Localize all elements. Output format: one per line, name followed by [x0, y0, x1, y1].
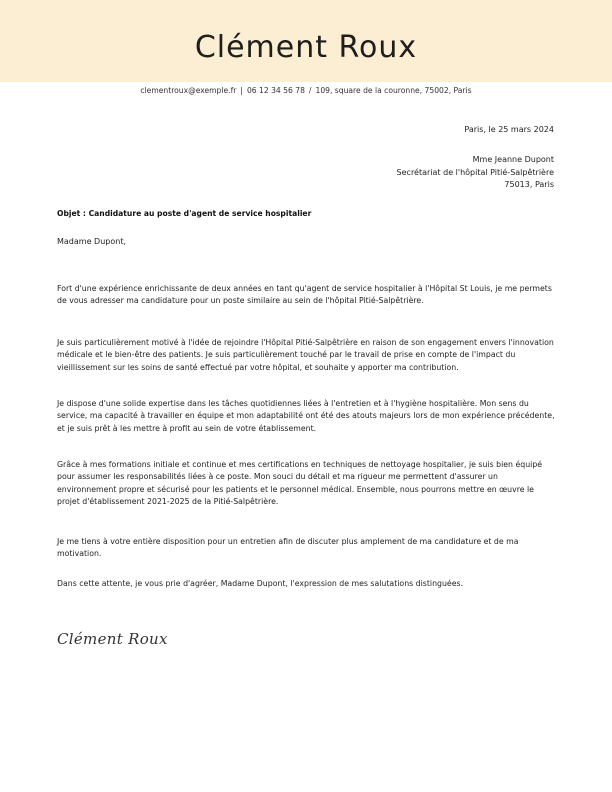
body-paragraph	[57, 459, 557, 508]
salutation: Madame Dupont,	[57, 237, 126, 246]
contact-separator: |	[240, 86, 243, 95]
contact-line	[0, 86, 612, 95]
letter-subject: Objet : Candidature au poste d'agent de service hospitalier	[57, 209, 312, 218]
paragraph-text: Je me tiens à votre entière disposition pour un entretien afin de discuter plus amplement de ma candidature et de ma motivation.	[57, 537, 519, 559]
header-banner	[0, 0, 612, 82]
sender-name: Clément Roux	[194, 30, 418, 65]
body-paragraph	[57, 578, 557, 590]
body-paragraph	[57, 536, 557, 561]
body-paragraph	[57, 398, 557, 435]
paragraph-text: Grâce à mes formations initiale et continue et mes certifications en techniques de nettoyage hospitalier, je suis bien équipé pour assumer les responsabilités liées à ce poste. Mon souci du détail et ma rigueur me permettent d'assurer un environnement propre et sécurisé pour les patients et le personnel médical. Ensemble, nous pourrons mettre en œuvre le projet d'établissement 2021-2025 de la Pitié-Salpêtrière.	[57, 460, 543, 506]
recipient-city: 75013, Paris	[504, 180, 554, 189]
phone-number: 06 12 34 56 78	[246, 86, 305, 95]
recipient-organization: Secrétariat de l'hôpital Pitié-Salpêtrière	[396, 167, 554, 177]
body-paragraph	[57, 337, 557, 374]
letter-date: Paris, le 25 mars 2024	[464, 125, 554, 134]
contact-separator: /	[308, 86, 312, 95]
paragraph-text: Dans cette attente, je vous prie d'agréer, Madame Dupont, l'expression de mes salutations distinguées.	[57, 579, 464, 588]
recipient-block	[397, 154, 554, 192]
handwritten-signature: Clément Roux	[57, 630, 168, 648]
email-link[interactable]: clementroux@exemple.fr	[140, 86, 237, 95]
body-paragraph	[57, 283, 557, 308]
paragraph-text: Je suis particulièrement motivé à l'idée de rejoindre l'Hôpital Pitié-Salpêtrière en raison de son engagement envers l'innovation médicale et le bien-être des patients. Je suis particulièrement touché par le travail de prise en compte de l'impact du vieillissement sur les soins de santé effectué par votre hôpital, et souhaite y apporter ma contribution.	[57, 338, 554, 372]
paragraph-text: Je dispose d'une solide expertise dans les tâches quotidiennes liées à l'entretien et à l'hygiène hospitalière. Mon sens du service, ma capacité à travailler en équipe et mon adaptabilité ont été des atouts majeurs lors de mon expérience précédente, et je suis prêt à les mettre à profit au sein de votre établissement.	[57, 399, 555, 433]
paragraph-text: Fort d'une expérience enrichissante de deux années en tant qu'agent de service hospitalier à l'Hôpital St Louis, je me permets de vous adresser ma candidature pour un poste similaire au sein de l'hôpital Pitié-Salpêtrière.	[57, 284, 552, 306]
postal-address: 109, square de la couronne, 75002, Paris	[315, 86, 472, 95]
recipient-name: Mme Jeanne Dupont	[472, 155, 554, 164]
